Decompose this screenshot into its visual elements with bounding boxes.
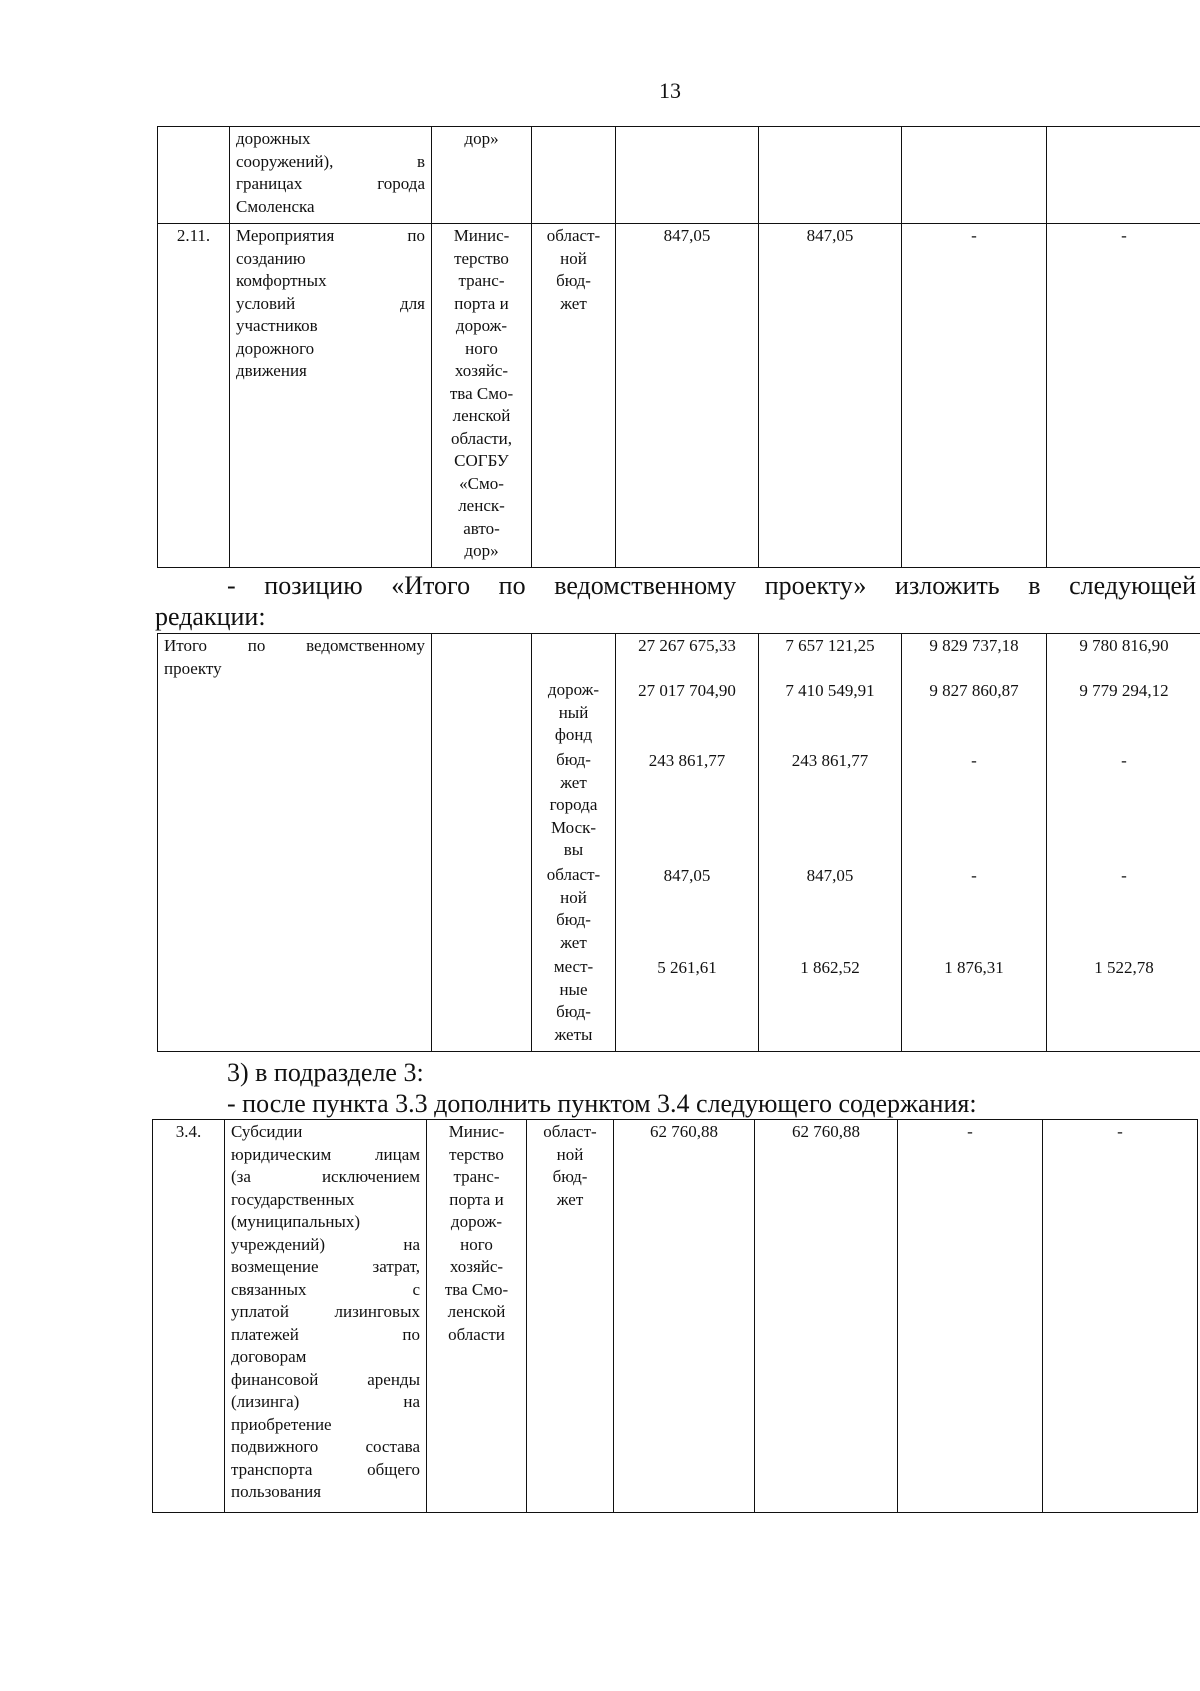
word: для (400, 293, 425, 313)
text-line: дорож- (455, 316, 508, 335)
text-line: авто- (463, 518, 500, 538)
text-line: ного (465, 338, 498, 358)
table-measures-2 (157, 126, 1200, 568)
word: города (377, 174, 425, 193)
text-line: вы (563, 840, 584, 859)
text-line: бюд- (556, 1002, 591, 1021)
value-year-2: - (898, 1120, 1043, 1513)
fund-value: - (1121, 866, 1127, 885)
value-year-2 (902, 127, 1047, 224)
text-line: Минис- (453, 226, 510, 245)
text-line: жет (560, 932, 587, 952)
value-total: 847,05 (616, 224, 759, 568)
word: изложить (895, 571, 1000, 600)
text-line: ной (560, 887, 587, 907)
text-line (236, 225, 425, 248)
word: «Итого (391, 571, 471, 600)
text-line: ные (559, 979, 588, 999)
text-line (231, 1436, 420, 1459)
text-line: бюд- (556, 910, 591, 929)
fund-value: 7 410 549,91 (785, 681, 875, 700)
total-value: 7 657 121,25 (785, 636, 875, 655)
word: уплатой (231, 1302, 289, 1321)
text-line: мест- (553, 957, 594, 976)
text-line: жет (556, 1189, 584, 1209)
text-line: «Смо- (459, 473, 504, 493)
fund-value: 847,05 (806, 866, 854, 885)
value-total (616, 127, 759, 224)
word: лицам (375, 1144, 420, 1164)
text-line: ленской (452, 406, 511, 425)
text-line: област- (546, 865, 601, 884)
value-column-year-1 (759, 634, 902, 1052)
word: юридическим (231, 1144, 332, 1164)
table-measures-3 (152, 1119, 1198, 1513)
value-column-year-3 (1047, 634, 1200, 1052)
word: исключением (321, 1167, 420, 1186)
value-year-3: - (1047, 224, 1200, 568)
word: Мероприятия (236, 226, 335, 245)
value-year-1 (759, 127, 902, 224)
word: транспорта (231, 1459, 313, 1479)
text-line (231, 1256, 420, 1279)
word: затрат, (372, 1257, 420, 1276)
fund-value: 243 861,77 (791, 751, 869, 770)
addition-paragraph: - после пункта 3.3 дополнить пунктом 3.4 следующего содержания: (227, 1089, 977, 1118)
text-line: порта и (449, 1189, 504, 1209)
word: сооружений), (236, 151, 334, 171)
total-value: 9 829 737,18 (929, 636, 1019, 655)
text-line: тва Смо- (444, 1279, 509, 1299)
total-value: 27 267 675,33 (638, 636, 736, 655)
word: по (407, 226, 425, 245)
text-line: област- (543, 1122, 597, 1141)
text-line: област- (546, 226, 601, 245)
text-line (231, 1144, 420, 1167)
text-line (236, 293, 425, 316)
text-line (231, 1279, 420, 1302)
text-line (164, 635, 425, 658)
text-line (231, 1391, 420, 1414)
subsection-paragraph: 3) в подразделе 3: (227, 1058, 424, 1087)
paragraph-line (227, 571, 1196, 601)
text-line: бюд- (552, 1167, 588, 1186)
text-line (231, 1324, 420, 1347)
funding-source (532, 127, 616, 224)
fund-value: 1 876,31 (944, 958, 1004, 977)
word: (лизинга) (231, 1392, 300, 1411)
text-line: терство (449, 1144, 504, 1164)
word: лизинговых (334, 1302, 420, 1321)
text-line: СОГБУ (454, 451, 509, 470)
source-group (538, 956, 609, 1046)
text-line: дор» (464, 129, 499, 148)
word: по (247, 636, 266, 655)
word: платежей (231, 1324, 299, 1344)
text-line: дорожного (236, 338, 315, 358)
text-line: движения (236, 361, 307, 380)
table-row (153, 1120, 1198, 1513)
instruction-paragraph (227, 571, 1196, 601)
text-line: Моск- (550, 817, 597, 837)
text-line: дорожных (236, 129, 311, 148)
instruction-paragraph-continuation: редакции: (155, 602, 266, 631)
text-line: участников (236, 316, 318, 335)
text-line: договорам (231, 1347, 307, 1366)
text-line: транс- (453, 1167, 500, 1186)
text-line: ленск- (458, 496, 505, 515)
text-line: тва Смо- (449, 383, 514, 403)
executor (427, 1120, 527, 1513)
measure-name (230, 127, 432, 224)
source-group (538, 679, 609, 749)
text-line: дорож- (450, 1212, 503, 1231)
measure-name (230, 224, 432, 568)
text-line: ной (556, 1144, 584, 1164)
executor (432, 224, 532, 568)
text-line: жет (560, 772, 587, 792)
word: возмещение (231, 1257, 319, 1276)
text-line (231, 1166, 420, 1189)
text-line: хозяйс- (449, 1257, 504, 1276)
fund-value: - (1121, 751, 1127, 770)
value-year-3: - (1043, 1120, 1198, 1513)
word: учреждений) (231, 1234, 325, 1254)
word: (за (231, 1167, 251, 1186)
word: на (403, 1234, 420, 1254)
value-column-year-2 (902, 634, 1047, 1052)
word: в (416, 151, 425, 171)
fund-value: 1 522,78 (1094, 958, 1154, 977)
word: состава (365, 1437, 420, 1456)
fund-value: 9 779 294,12 (1079, 681, 1169, 700)
word: общего (367, 1459, 420, 1479)
word: ведомственному (554, 571, 737, 600)
word: финансовой (231, 1369, 319, 1389)
text-line: области (448, 1324, 505, 1344)
text-line: пользования (231, 1482, 322, 1501)
text-line: транс- (458, 271, 505, 290)
text-line: бюд- (556, 271, 591, 290)
word: следующей (1069, 571, 1196, 600)
text-line: комфортных (236, 271, 327, 290)
table-row (158, 224, 1200, 568)
text-line: дор» (464, 541, 499, 560)
text-line: созданию (236, 248, 306, 268)
text-line: фонд (554, 725, 593, 744)
word: связанных (231, 1279, 307, 1299)
word: аренды (367, 1369, 420, 1389)
text-line: государственных (231, 1189, 355, 1209)
executor (432, 634, 532, 1052)
text-line: ленской (447, 1302, 506, 1321)
row-number: 2.11. (158, 224, 230, 568)
word: по (498, 571, 526, 600)
fund-value: 5 261,61 (657, 958, 717, 977)
word: проекту» (764, 571, 867, 600)
text-line: Субсидии (231, 1122, 303, 1141)
word: ведомственному (306, 636, 425, 655)
fund-value: - (971, 866, 977, 885)
word: подвижного (231, 1437, 319, 1456)
fund-value: 9 827 860,87 (929, 681, 1019, 700)
word: в (1028, 571, 1041, 600)
text-line: жет (560, 293, 587, 313)
text-line: ного (460, 1234, 493, 1254)
word: по (402, 1324, 420, 1344)
text-line: порта и (454, 293, 509, 313)
text-line: приобретение (231, 1414, 332, 1434)
text-line (231, 1369, 420, 1392)
text-line: дорож- (547, 680, 600, 699)
fund-value: - (971, 751, 977, 770)
text-line (231, 1459, 420, 1482)
text-line: проекту (164, 658, 222, 678)
text-line: терство (454, 248, 509, 268)
text-line (231, 1234, 420, 1257)
fund-value: 847,05 (663, 866, 711, 885)
fund-value: 243 861,77 (648, 751, 726, 770)
word: границах (236, 174, 303, 193)
total-value: 9 780 816,90 (1079, 636, 1169, 655)
text-line: ной (560, 248, 587, 268)
row-number (158, 127, 230, 224)
value-year-1: 847,05 (759, 224, 902, 568)
table-row (158, 127, 1200, 224)
word: Итого (164, 636, 208, 655)
word: позицию (264, 571, 363, 600)
table-row (158, 634, 1200, 1052)
text-line: города (549, 795, 598, 814)
funding-source (527, 1120, 614, 1513)
text-line: бюд- (556, 750, 591, 769)
table-total (157, 633, 1200, 1052)
word: - (227, 571, 236, 600)
measure-name (225, 1120, 427, 1513)
value-column-total (616, 634, 759, 1052)
text-line: Минис- (448, 1122, 505, 1141)
text-line (231, 1301, 420, 1324)
total-label (158, 634, 432, 1052)
text-line (236, 151, 425, 174)
word: условий (236, 293, 296, 313)
value-total: 62 760,88 (614, 1120, 755, 1513)
text-line: (муниципальных) (231, 1212, 361, 1231)
text-line: области, (450, 428, 513, 448)
source-group (538, 749, 609, 864)
value-year-3 (1047, 127, 1200, 224)
word: на (403, 1392, 420, 1411)
page-number: 13 (659, 78, 681, 103)
text-line: Смоленска (236, 196, 315, 216)
value-year-2: - (902, 224, 1047, 568)
fund-value: 1 862,52 (800, 958, 860, 977)
value-year-1: 62 760,88 (755, 1120, 898, 1513)
fund-value: 27 017 704,90 (638, 681, 736, 700)
text-line (236, 173, 425, 196)
word: с (412, 1279, 420, 1299)
text-line: жеты (554, 1024, 593, 1044)
funding-source (532, 224, 616, 568)
executor (432, 127, 532, 224)
source-group (538, 864, 609, 956)
text-line: хозяйс- (454, 361, 509, 380)
row-number: 3.4. (153, 1120, 225, 1513)
text-line: ный (558, 702, 589, 722)
funding-source (532, 634, 616, 1052)
